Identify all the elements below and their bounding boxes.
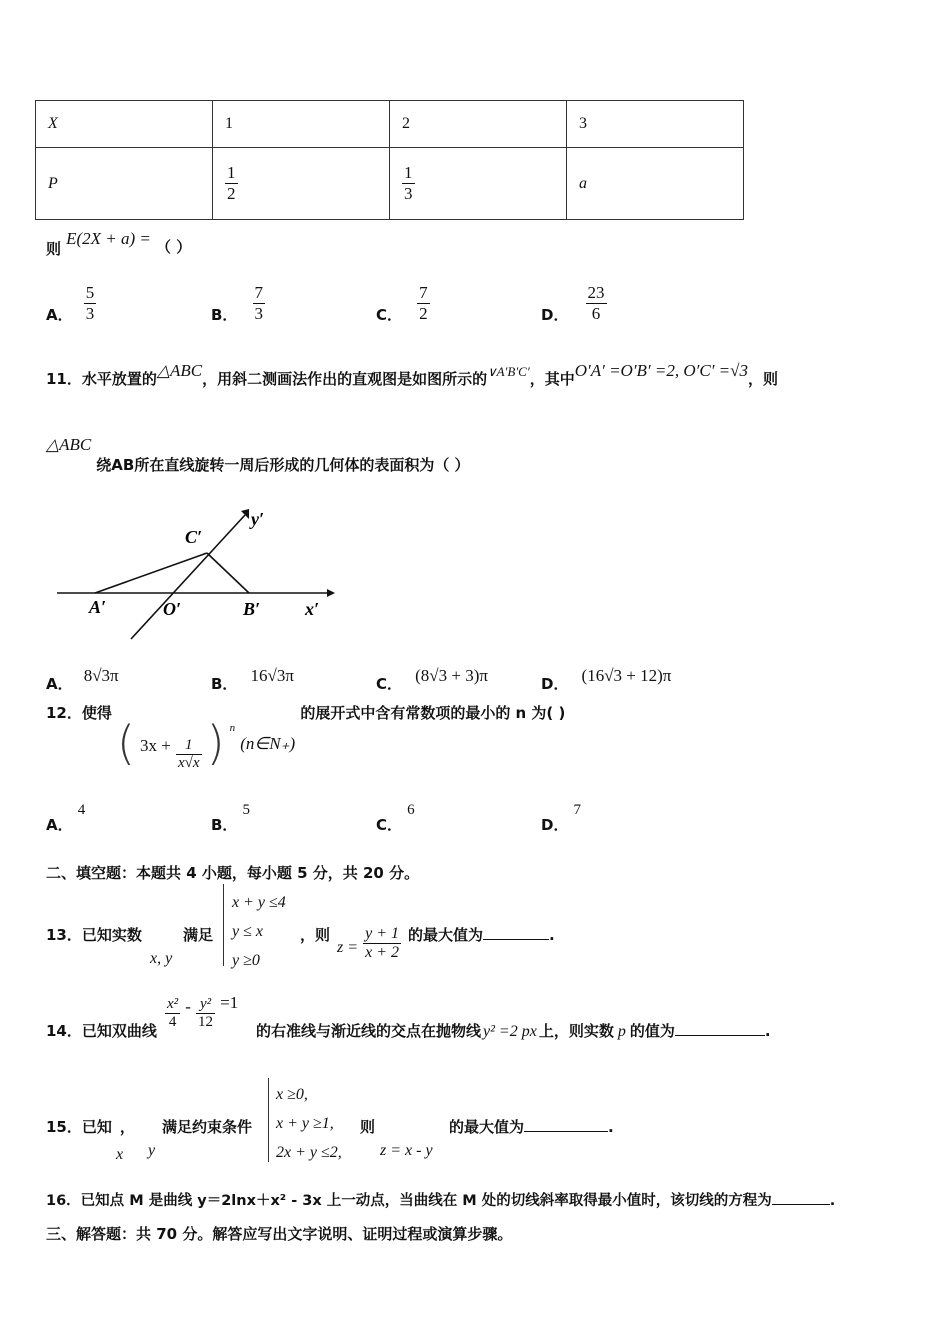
q15-system: x ≥0, x + y ≥1, 2x + y ≤2, <box>276 1086 342 1161</box>
q15-y: y <box>148 1142 156 1159</box>
q13-z-expression: z = $\frac{y + 1}{x + 2}$ <box>337 925 400 962</box>
q12-option-c: C． 6 <box>376 802 415 834</box>
q10-option-d: D． $\frac{23}{6}$ <box>541 283 605 324</box>
segment-a-c <box>95 553 207 593</box>
q15-system-brace <box>268 1078 271 1162</box>
q15-then: 则 <box>360 1118 376 1136</box>
table-cell: a <box>567 148 744 220</box>
q13-satisfies: 满足 <box>183 926 214 944</box>
q13-system-brace <box>223 884 226 966</box>
x-axis-arrow <box>327 589 335 597</box>
q10-option-b: B． $\frac{7}{3}$ <box>211 283 264 324</box>
table-cell: $\frac{1}{3}$ <box>390 148 567 220</box>
q10-option-a: A． $\frac{5}{3}$ <box>46 283 95 324</box>
q13-answer-blank[interactable] <box>483 925 549 940</box>
section-heading-answer: 三、解答题：共 70 分。解答应写出文字说明、证明过程或演算步骤。 <box>46 1225 513 1243</box>
table-header-cell: X <box>36 101 213 148</box>
label-o: O′ <box>163 599 182 619</box>
label-x: x′ <box>305 599 320 619</box>
q15-tail: 的最大值为 . <box>449 1118 614 1136</box>
table-row-label: P <box>36 148 213 220</box>
distribution-table <box>35 100 744 220</box>
label-y: y′ <box>251 509 265 529</box>
q15-constraint-text: 满足约束条件 <box>162 1118 253 1136</box>
table-header-cell: 2 <box>390 101 567 148</box>
table-row <box>36 148 744 220</box>
table-row <box>36 101 744 148</box>
oblique-projection-figure <box>55 505 335 645</box>
q12-expression: ( 3x + $\frac{1}{x√x}$ ) $^n$ (n∈N₊) <box>116 716 296 771</box>
q15-x: x <box>116 1146 124 1163</box>
q11-option-a: A． 8√3π <box>46 666 119 693</box>
q16-answer-blank[interactable] <box>772 1190 830 1205</box>
q13-then: ，则 <box>300 926 331 944</box>
q15-z: z = x - y <box>380 1142 433 1159</box>
table-header-cell: 3 <box>567 101 744 148</box>
q14-hyperbola: $\frac{\text{x²}}{4}$ - $\frac{\text{y²}}{12}$ =1 <box>167 993 239 1031</box>
label-b: B′ <box>243 599 261 619</box>
table-cell: $\frac{1}{2}$ <box>213 148 390 220</box>
q13-number-text: 13．已知实数 <box>46 926 142 944</box>
q13-system: x + y ≤4 y ≤ x y ≥0 <box>232 894 286 969</box>
q12-option-a: A． 4 <box>46 802 86 834</box>
q11-option-b: B． 16√3π <box>211 666 294 693</box>
q13-tail: 的最大值为 . <box>408 926 555 944</box>
label-c: C′ <box>185 527 203 547</box>
q16-text: 16．已知点 M 是曲线 y＝2lnx＋x² - 3x 上一动点，当曲线在 M 处的切线斜率取得最小值时，该切线的方程为 . <box>46 1189 835 1210</box>
label-a: A′ <box>89 597 107 617</box>
section-heading-fill-blank: 二、填空题：本题共 4 小题，每小题 5 分，共 20 分。 <box>46 864 420 882</box>
q11-option-c: C． (8√3 + 3)π <box>376 666 488 693</box>
q11-option-d: D． (16√3 + 12)π <box>541 666 672 693</box>
q10-stem: 则 E(2X + a) = （ ） <box>46 229 192 258</box>
q11-stem-line2: △ABC 绕AB所在直线旋转一周后形成的几何体的表面积为（ ） <box>46 435 470 474</box>
q14-text: 的右准线与渐近线的交点在抛物线 y² =2 px 上，则实数 p 的值为 . <box>256 1022 771 1040</box>
q15-answer-blank[interactable] <box>524 1117 608 1132</box>
q13-vars: x, y <box>150 950 173 967</box>
q14-answer-blank[interactable] <box>675 1021 765 1036</box>
q14-number-text: 14．已知双曲线 <box>46 1022 157 1040</box>
q11-stem: 11．水平放置的△ABC，用斜二测画法作出的直观图是如图所示的$^{\vee A'B'C'}$，其中O′A′ =O′B′ =2, O′C′ =√3，则 <box>46 361 778 388</box>
table-header-cell: 1 <box>213 101 390 148</box>
segment-c-b <box>207 553 249 593</box>
q10-option-c: C． $\frac{7}{2}$ <box>376 283 428 324</box>
q12-option-d: D． 7 <box>541 802 582 834</box>
q12-option-b: B． 5 <box>211 802 251 834</box>
q15-number-text: 15．已知 ， <box>46 1118 135 1136</box>
q12-stem: 12．使得 ( 3x + $\frac{1}{x√x}$ ) $^n$ (n∈N₊) 的展开式中含有常数项的最小的 n 为( ) <box>46 722 565 774</box>
